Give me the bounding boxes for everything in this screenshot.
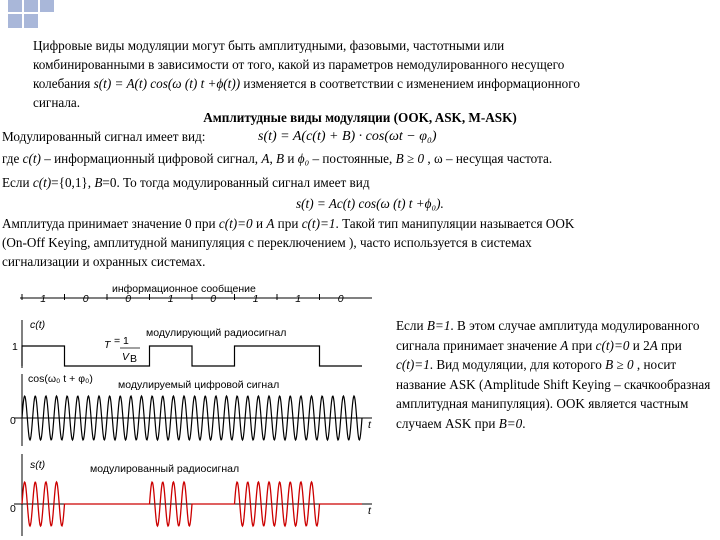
panel1-axis-label: c(t)	[30, 319, 46, 331]
info-bit: 0	[125, 293, 132, 305]
panel2-t: t	[368, 419, 371, 431]
mod-signal-label: Модулированный сигнал имеет вид:	[2, 129, 206, 144]
panel2-title: модулируемый цифровой сигнал	[118, 379, 280, 391]
period-frac-den: V	[122, 351, 130, 363]
decor-square	[24, 0, 38, 12]
decor-square	[40, 0, 54, 12]
panel3-axis-label: s(t)	[30, 459, 46, 471]
panel2-zero: 0	[10, 415, 16, 427]
panel1-pulses	[22, 346, 362, 366]
panel2-axis-label: cos(ω₀ t + φ₀)	[28, 373, 93, 385]
info-bit: 0	[82, 293, 89, 305]
panel3-t: t	[368, 505, 371, 517]
section-heading: Амплитудные виды модуляции (OOK, ASK, M-ASK)	[203, 110, 517, 125]
decor-square	[8, 14, 22, 28]
if-line: Если c(t)={0,1}, B=0. То тогда модулированный сигнал имеет вид	[2, 175, 370, 190]
info-bit: 0	[337, 293, 344, 305]
info-bit: 1	[252, 293, 259, 305]
decor-square	[8, 0, 22, 12]
pulse-train	[22, 346, 362, 366]
period-frac-sub: B	[130, 353, 138, 365]
info-bit: 1	[167, 293, 174, 305]
info-bit: 0	[210, 293, 217, 305]
ook-text-line: сигнализации и охранных системах.	[2, 254, 206, 269]
info-bit: 1	[295, 293, 302, 305]
ook-text-line: Амплитуда принимает значение 0 при c(t)=0 и A при c(t)=1. Такой тип манипуляции называется OOK	[2, 216, 575, 231]
intro-formula: s(t) = A(t) cos(ω (t) t +ϕ(t))	[93, 76, 241, 91]
ook-text-line: (On-Off Keying, амплитудной манипуляция с переключением ), часто используется в системах	[2, 235, 532, 250]
panel3-title: модулированный радиосигнал	[90, 463, 240, 475]
mod-signal-formula: s(t) = A(c(t) + B) · cos(ωt − φ₀)	[258, 129, 437, 144]
panel3-zero: 0	[10, 503, 16, 515]
ask-description: Если B=1. В этом случае амплитуда модулированного сигнала принимает значение A при c(t)=0 и 2A при c(t)=1. Вид модуляции, для которого B ≥ 0 , носит название ASK (Amplitude Shift Keying – скачкообразная амплитудная манипуляция). OOK является частным случаем ASK при B=0.	[396, 318, 711, 431]
panel1-title: модулирующий радиосигнал	[146, 327, 287, 339]
period-eq: = 1	[114, 335, 129, 347]
intro-line: Цифровые виды модуляции могут быть амплитудными, фазовыми, частотными или	[33, 38, 505, 53]
intro-line: комбинированными в зависимости от того, какой из параметров немодулированного несущего	[33, 57, 565, 72]
intro-text: изменяется в соответствии с изменением информационного	[240, 76, 580, 91]
where-line: где c(t) – информационный цифровой сигнал, A, B и ϕ₀ – постоянные, B ≥ 0 , ω – несущая частота.	[2, 151, 553, 166]
ook-formula: s(t) = Ac(t) cos(ω (t) t +ϕ₀).	[296, 196, 444, 211]
period-T: T	[104, 339, 111, 351]
intro-line	[33, 75, 580, 93]
info-bit: 1	[40, 293, 47, 305]
ook-modulation-diagram	[0, 278, 392, 540]
intro-line: сигнала.	[33, 95, 81, 110]
panel1-one-label: 1	[12, 341, 18, 353]
info-message-title: информационное сообщение	[112, 283, 256, 295]
intro-text: колебания	[33, 76, 94, 91]
decor-square	[24, 14, 38, 28]
